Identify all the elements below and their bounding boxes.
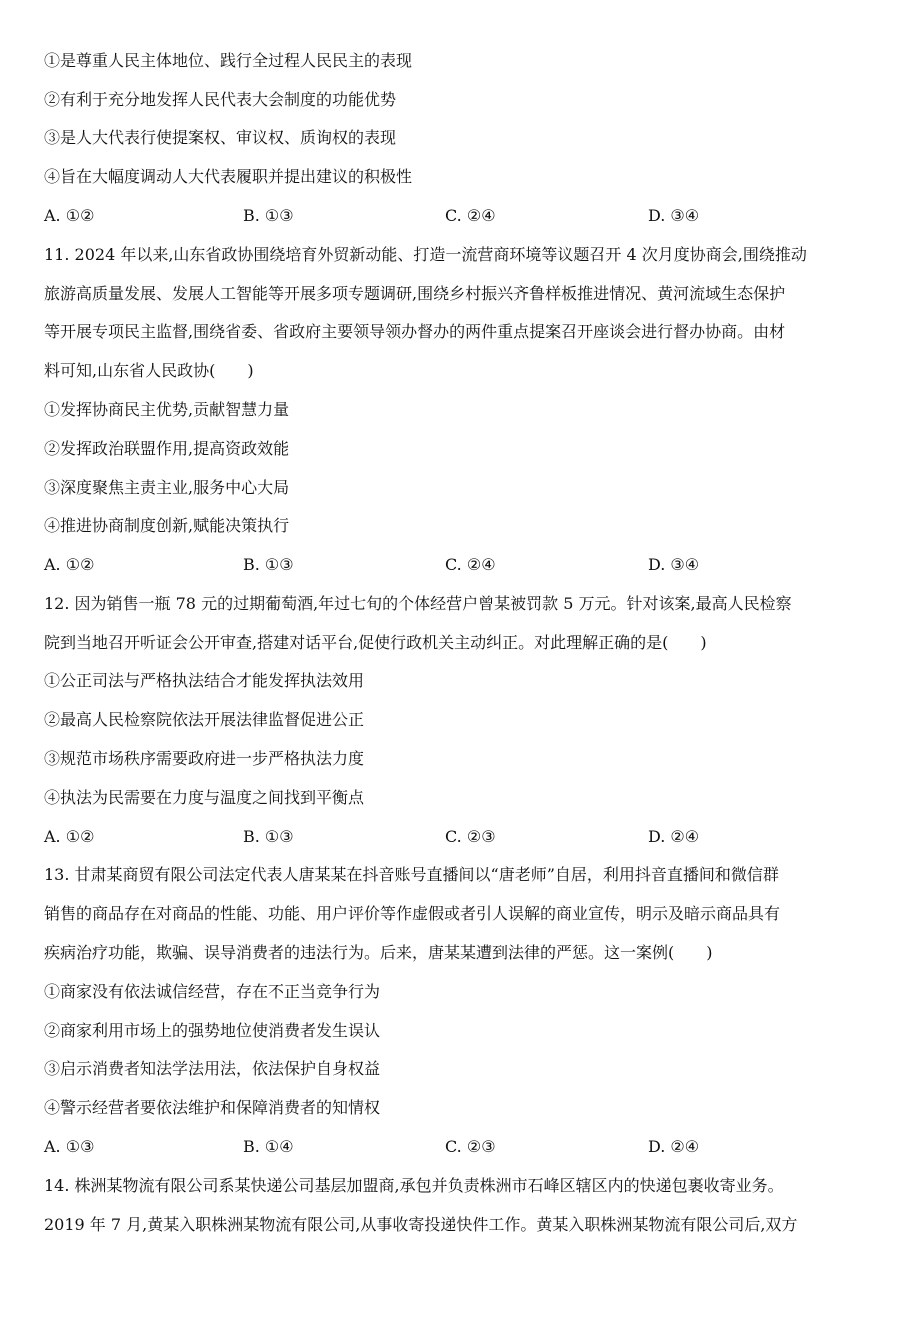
q10-option-b: B. ①③ (243, 206, 294, 225)
q13-statement-3: ③启示消费者知法学法用法，依法保护自身权益 (44, 1059, 381, 1078)
q10-option-a: A. ①② (44, 206, 95, 225)
q13-statement-2: ②商家利用市场上的强势地位使消费者发生误认 (44, 1021, 381, 1040)
q12-option-b: B. ①③ (243, 827, 294, 846)
q10-statement-3: ③是人大代表行使提案权、审议权、质询权的表现 (44, 128, 397, 147)
q12-stem-line-1: 12. 因为销售一瓶 78 元的过期葡萄酒,年过七旬的个体经营户曾某被罚款 5 万元。针对该案,最高人民检察 (44, 594, 792, 613)
q13-option-b: B. ①④ (243, 1137, 294, 1156)
q10-statement-1: ①是尊重人民主体地位、践行全过程人民民主的表现 (44, 51, 413, 70)
q10-option-d: D. ③④ (648, 206, 700, 225)
q11-statement-2: ②发挥政治联盟作用,提高资政效能 (44, 439, 290, 458)
q13-option-a: A. ①③ (44, 1137, 95, 1156)
q11-stem-line-4: 料可知,山东省人民政协( ) (44, 361, 254, 380)
q11-statement-1: ①发挥协商民主优势,贡献智慧力量 (44, 400, 290, 419)
q11-statement-3: ③深度聚焦主责主业,服务中心大局 (44, 478, 290, 497)
q11-option-a: A. ①② (44, 555, 95, 574)
q11-options (44, 554, 856, 576)
q12-stem-line-2: 院到当地召开听证会公开审查,搭建对话平台,促使行政机关主动纠正。对此理解正确的是( ) (44, 633, 707, 652)
q13-statement-4: ④警示经营者要依法维护和保障消费者的知情权 (44, 1098, 381, 1117)
q12-options (44, 826, 856, 848)
q12-statement-2: ②最高人民检察院依法开展法律监督促进公正 (44, 710, 365, 729)
q12-statement-1: ①公正司法与严格执法结合才能发挥执法效用 (44, 671, 365, 690)
q13-stem-line-1: 13. 甘肃某商贸有限公司法定代表人唐某某在抖音账号直播间以“唐老师”自居，利用抖音直播间和微信群 (44, 865, 779, 884)
q14-stem-line-1: 14. 株洲某物流有限公司系某快递公司基层加盟商,承包并负责株洲市石峰区辖区内的快递包裹收寄业务。 (44, 1176, 784, 1195)
q10-statement-2: ②有利于充分地发挥人民代表大会制度的功能优势 (44, 90, 397, 109)
q12-option-d: D. ②④ (648, 827, 700, 846)
q12-option-a: A. ①② (44, 827, 95, 846)
q13-stem-line-2: 销售的商品存在对商品的性能、功能、用户评价等作虚假或者引人误解的商业宣传，明示及暗示商品具有 (44, 904, 781, 923)
q13-stem-line-3: 疾病治疗功能，欺骗、误导消费者的违法行为。后来，唐某某遭到法律的严惩。这一案例( ) (44, 943, 713, 962)
q11-stem-line-3: 等开展专项民主监督,围绕省委、省政府主要领导领办督办的两件重点提案召开座谈会进行督办协商。由材 (44, 322, 786, 341)
q10-statement-4: ④旨在大幅度调动人大代表履职并提出建议的积极性 (44, 167, 413, 186)
q11-option-c: C. ②④ (445, 555, 496, 574)
q11-statement-4: ④推进协商制度创新,赋能决策执行 (44, 516, 290, 535)
q13-option-d: D. ②④ (648, 1137, 700, 1156)
q10-option-c: C. ②④ (445, 206, 496, 225)
q10-options (44, 205, 856, 227)
q12-option-c: C. ②③ (445, 827, 496, 846)
q11-option-b: B. ①③ (243, 555, 294, 574)
q11-stem-line-2: 旅游高质量发展、发展人工智能等开展多项专题调研,围绕乡村振兴齐鲁样板推进情况、黄河流域生态保护 (44, 284, 786, 303)
q13-option-c: C. ②③ (445, 1137, 496, 1156)
q13-statement-1: ①商家没有依法诚信经营，存在不正当竞争行为 (44, 982, 381, 1001)
q11-stem-line-1: 11. 2024 年以来,山东省政协围绕培育外贸新动能、打造一流营商环境等议题召开 4 次月度协商会,围绕推动 (44, 245, 807, 264)
q14-stem-line-2: 2019 年 7 月,黄某入职株洲某物流有限公司,从事收寄投递快件工作。黄某入职株洲某物流有限公司后,双方 (44, 1215, 798, 1234)
q13-options (44, 1136, 856, 1158)
q12-statement-3: ③规范市场秩序需要政府进一步严格执法力度 (44, 749, 365, 768)
q11-option-d: D. ③④ (648, 555, 700, 574)
q12-statement-4: ④执法为民需要在力度与温度之间找到平衡点 (44, 788, 365, 807)
